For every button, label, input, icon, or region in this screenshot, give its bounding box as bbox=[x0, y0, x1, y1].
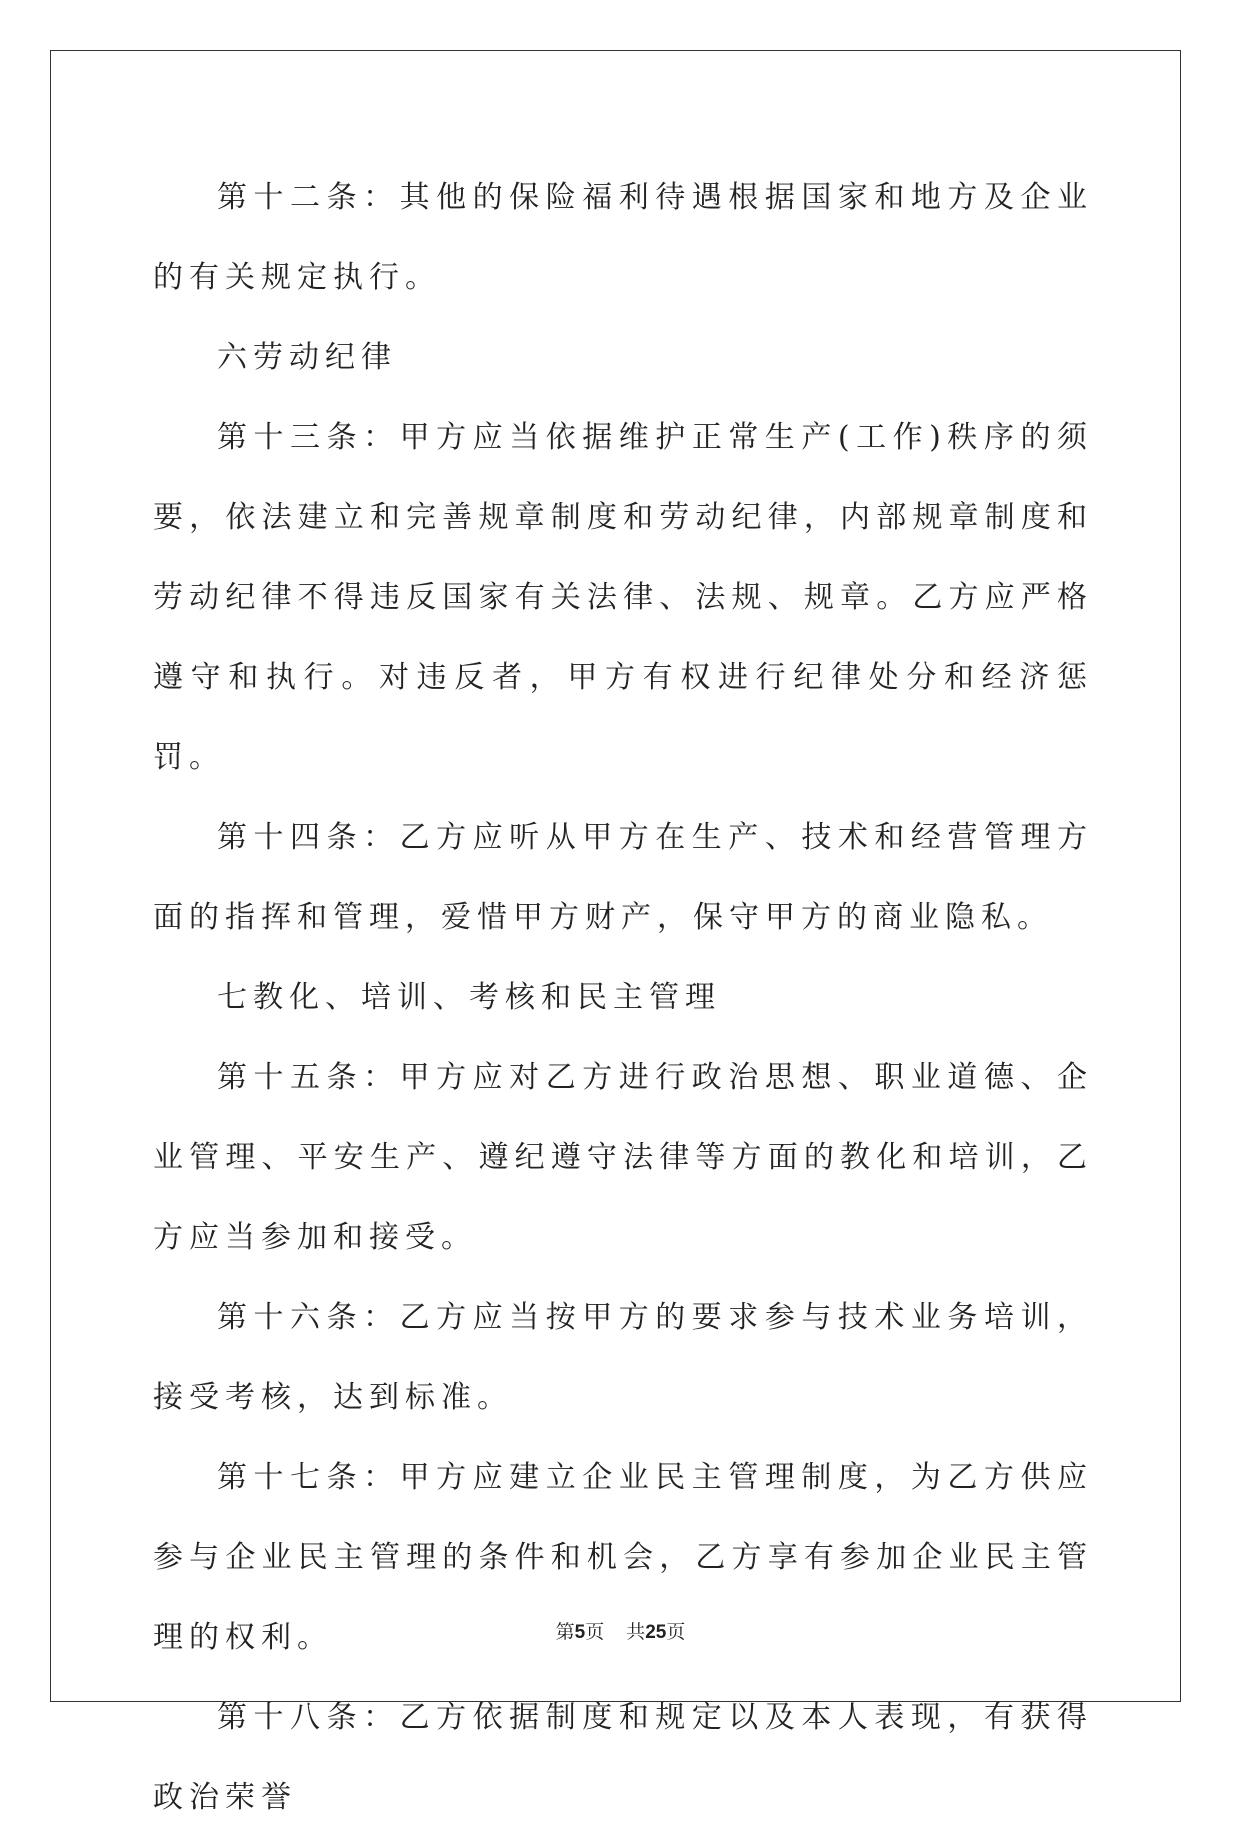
total-page-count: 25 bbox=[645, 1622, 667, 1643]
footer-total-prefix: 共 bbox=[626, 1621, 646, 1643]
paragraph-article-14: 第十四条：乙方应听从甲方在生产、技术和经营管理方面的指挥和管理，爱惜甲方财产，保守甲方的商业隐私。 bbox=[153, 820, 1093, 935]
footer-prefix: 第 bbox=[555, 1621, 575, 1643]
paragraph-article-18: 第十八条：乙方依据制度和规定以及本人表现，有获得政治荣誉 bbox=[153, 1700, 1093, 1815]
paragraph-article-17: 第十七条：甲方应建立企业民主管理制度，为乙方供应参与企业民主管理的条件和机会，乙方享有参加企业民主管理的权利。 bbox=[153, 1460, 1093, 1655]
document-body bbox=[153, 158, 1093, 1838]
current-page-number: 5 bbox=[574, 1622, 586, 1643]
footer-total-suffix: 页 bbox=[666, 1621, 686, 1643]
footer-page-suffix: 页 bbox=[585, 1621, 605, 1643]
section-heading-education-training: 七教化、培训、考核和民主管理 bbox=[217, 980, 721, 1015]
paragraph-article-16: 第十六条：乙方应当按甲方的要求参与技术业务培训，接受考核，达到标准。 bbox=[153, 1300, 1093, 1415]
page-footer bbox=[0, 1617, 1241, 1644]
paragraph-article-12: 第十二条：其他的保险福利待遇根据国家和地方及企业的有关规定执行。 bbox=[153, 180, 1093, 295]
paragraph-article-15: 第十五条：甲方应对乙方进行政治思想、职业道德、企业管理、平安生产、遵纪遵守法律等方面的教化和培训，乙方应当参加和接受。 bbox=[153, 1060, 1093, 1255]
paragraph-article-13: 第十三条：甲方应当依据维护正常生产(工作)秩序的须要，依法建立和完善规章制度和劳动纪律，内部规章制度和劳动纪律不得违反国家有关法律、法规、规章。乙方应严格遵守和执行。对违反者，甲方有权进行纪律处分和经济惩罚。 bbox=[153, 420, 1093, 775]
section-heading-labor-discipline: 六劳动纪律 bbox=[217, 340, 397, 375]
